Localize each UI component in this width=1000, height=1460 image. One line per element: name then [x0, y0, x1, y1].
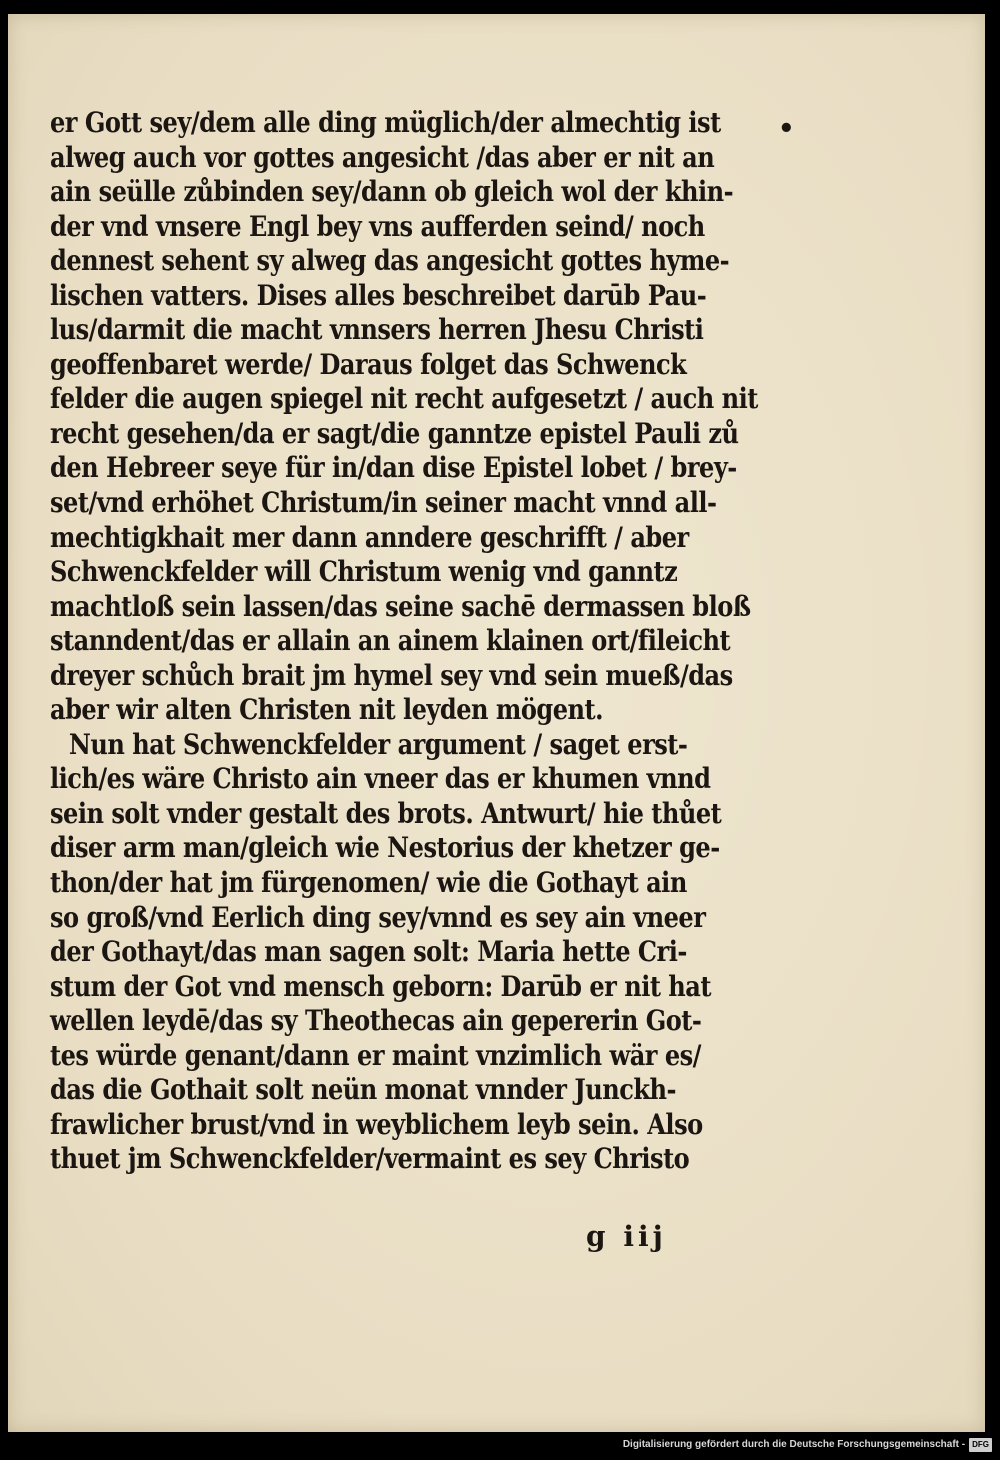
- text-line: so groß/vnd Eerlich ding sey/vnnd es sey ain vneer: [50, 900, 706, 934]
- text-line: felder die augen spiegel nit recht aufgesetzt / auch nit: [50, 382, 758, 416]
- text-block: [50, 106, 758, 1177]
- text-line: stum der Got vnd mensch geborn: Darūb er nit hat: [50, 969, 711, 1003]
- text-line: Schwenckfelder will Christum wenig vnd ganntz: [50, 555, 678, 589]
- text-line: set/vnd erhöhet Christum/in seiner macht vnnd all-: [50, 486, 717, 520]
- text-line: lischen vatters. Dises alles beschreibet darūb Pau-: [50, 278, 707, 312]
- text-line: ain seülle zůbinden sey/dann ob gleich wol der khin-: [50, 175, 734, 209]
- footer-credit: Digitalisierung gefördert durch die Deutsche Forschungsgemeinschaft -: [622, 1439, 966, 1450]
- text-line: der Gothayt/das man sagen solt: Maria hette Cri-: [50, 935, 687, 969]
- text-line: er Gott sey/dem alle ding müglich/der almechtig ist: [50, 106, 721, 139]
- margin-mark: •: [778, 114, 795, 144]
- footer: [623, 1436, 992, 1454]
- text-line: tes würde genant/dann er maint vnzimlich wär es/: [50, 1038, 701, 1072]
- text-line: recht gesehen/da er sagt/die ganntze epistel Pauli zů: [50, 416, 739, 450]
- text-line: frawlicher brust/vnd in weyblichem leyb sein. Also: [50, 1107, 703, 1141]
- text-line: sein solt vnder gestalt des brots. Antwurt/ hie thůet: [50, 796, 722, 830]
- text-line: alweg auch vor gottes angesicht /das aber er nit an: [50, 140, 715, 174]
- text-line: den Hebreer seye für in/dan dise Epistel lobet / brey-: [50, 451, 737, 485]
- text-line: das die Gothait solt neün monat vnnder Junckh-: [50, 1073, 676, 1107]
- text-line: dennest sehent sy alweg das angesicht gottes hyme-: [50, 244, 730, 278]
- text-line: Nun hat Schwenckfelder argument / saget erst-: [68, 727, 688, 761]
- text-line: thon/der hat jm fürgenomen/ wie die Gothayt ain: [50, 866, 687, 900]
- dfg-logo-icon: DFG: [969, 1438, 992, 1452]
- text-line: diser arm man/gleich wie Nestorius der khetzer ge-: [50, 831, 720, 865]
- text-line: wellen leydē/das sy Theothecas ain gepererin Got-: [50, 1004, 702, 1038]
- text-line: lich/es wäre Christo ain vneer das er khumen vnnd: [50, 762, 711, 796]
- text-line: stanndent/das er allain an ainem klainen ort/fileicht: [50, 624, 731, 658]
- text-line: geoffenbaret werde/ Daraus folget das Schwenck: [50, 347, 687, 381]
- book-page: [8, 14, 985, 1432]
- text-line: thuet jm Schwenckfelder/vermaint es sey Christo: [50, 1142, 690, 1176]
- signature-mark: g iij: [586, 1220, 667, 1253]
- text-line: lus/darmit die macht vnnsers herren Jhesu Christi: [50, 313, 704, 347]
- text-line: machtloß sein lassen/das seine sachē dermassen bloß: [50, 589, 751, 623]
- text-line: dreyer schůch brait jm hymel sey vnd sein mueß/das: [50, 658, 733, 692]
- text-line: aber wir alten Christen nit leyden mögent.: [50, 693, 603, 727]
- text-line: der vnd vnsere Engl bey vns aufferden seind/ noch: [50, 209, 705, 243]
- text-line: mechtigkhait mer dann anndere geschrifft / aber: [50, 520, 689, 554]
